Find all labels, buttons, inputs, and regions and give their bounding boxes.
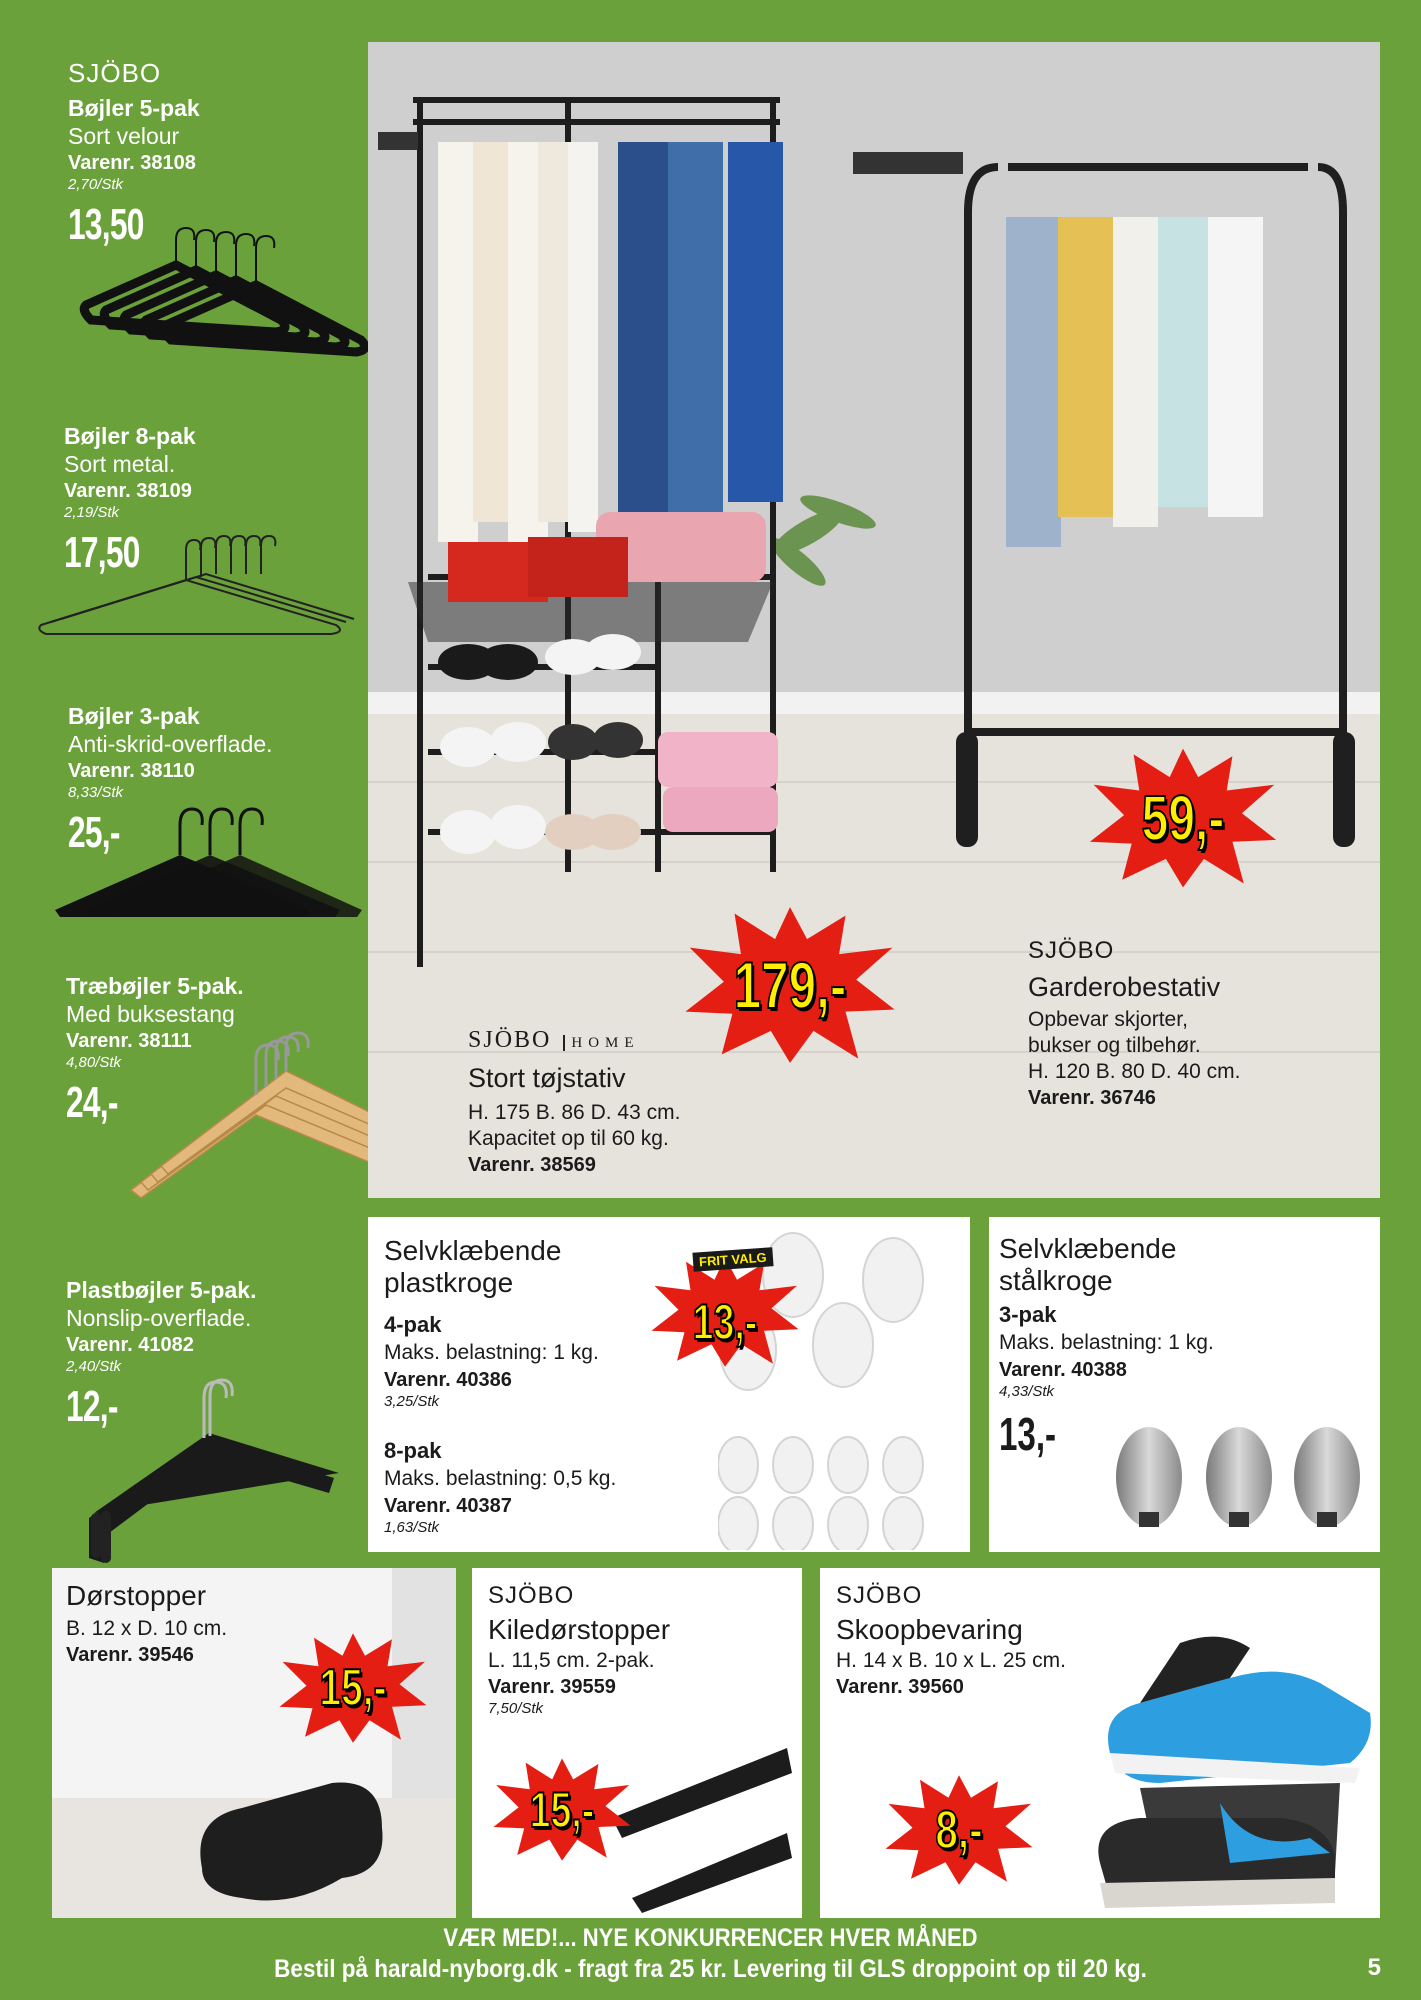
product-name: Træbøjler 5-pak. — [66, 973, 244, 999]
unit-price: 8,33/Stk — [68, 784, 124, 801]
variant-unit: 3,25/Stk — [384, 1393, 440, 1410]
velour-hangers-image — [76, 210, 376, 360]
price-burst-doerstopper — [278, 1628, 428, 1748]
page-number: 5 — [1367, 1954, 1381, 1981]
staalkroge-title — [999, 1233, 1176, 1297]
sidebar-product-5 — [66, 1276, 356, 1376]
title-line-1: Selvklæbende — [384, 1235, 562, 1266]
brand-logo: SJÖBO — [1028, 937, 1115, 964]
variant-load: Maks. belastning: 1 kg. — [384, 1341, 599, 1364]
price: 13,50 — [68, 200, 144, 249]
doerstopper-text — [66, 1580, 227, 1668]
price-burst-garderobe — [1088, 743, 1278, 893]
product-varenr: Varenr. 38111 — [66, 1030, 192, 1052]
product-varenr: Varenr. 36746 — [1028, 1087, 1156, 1109]
plastkroge-title — [384, 1235, 561, 1299]
price: 59,- — [1141, 782, 1225, 854]
shoe-organizer-image — [1080, 1623, 1380, 1913]
variant-4-pak — [384, 1311, 599, 1411]
variant-varenr: Varenr. 40386 — [384, 1369, 512, 1391]
garderobe-text-block — [1028, 937, 1240, 1111]
price-burst-plastkroge — [650, 1252, 800, 1372]
product-desc: Sort metal. — [64, 451, 176, 477]
product-varenr: Varenr. 41082 — [66, 1334, 194, 1356]
brand-name: SJÖBO — [468, 1027, 552, 1053]
product-desc: Med buksestang — [66, 1001, 235, 1027]
variant-pak: 4-pak — [384, 1312, 442, 1337]
product-desc-2: bukser og tilbehør. — [1028, 1034, 1201, 1057]
sidebar-product-2 — [64, 422, 354, 522]
product-desc: Anti-skrid-overflade. — [68, 731, 273, 757]
title-line-1: Selvklæbende — [999, 1233, 1177, 1264]
product-dimensions: H. 175 B. 86 D. 43 cm. — [468, 1101, 681, 1124]
price: 13,- — [999, 1408, 1057, 1460]
variant-pak: 8-pak — [384, 1438, 442, 1463]
variant-pak: 3-pak — [999, 1302, 1057, 1327]
steel-hooks-image — [1109, 1417, 1369, 1547]
staalkroge-panel — [989, 1217, 1380, 1552]
brand-logo: SJÖBO — [68, 58, 162, 88]
product-size: H. 14 x B. 10 x L. 25 cm. — [836, 1649, 1066, 1672]
product-title: Stort tøjstativ — [468, 1063, 626, 1093]
sidebar-product-3 — [68, 702, 358, 802]
price: 24,- — [66, 1078, 118, 1127]
product-size: B. 12 x D. 10 cm. — [66, 1617, 228, 1640]
price: 12,- — [66, 1382, 118, 1431]
product-varenr: Varenr. 39546 — [66, 1644, 194, 1666]
kiledoerstopper-text — [488, 1582, 670, 1718]
variant-unit: 4,33/Stk — [999, 1383, 1055, 1400]
product-name: Bøjler 5-pak — [68, 95, 200, 121]
variant-load: Maks. belastning: 0,5 kg. — [384, 1467, 617, 1490]
frit-valg-badge: FRIT VALG — [692, 1247, 773, 1272]
unit-price: 2,70/Stk — [68, 176, 124, 193]
anti-slip-hangers-image — [50, 795, 366, 925]
product-title: Dørstopper — [66, 1580, 207, 1611]
staalkroge-details — [999, 1301, 1214, 1401]
variant-varenr: Varenr. 40387 — [384, 1495, 512, 1517]
product-size: L. 11,5 cm. 2-pak. — [488, 1649, 655, 1672]
product-varenr: Varenr. 38109 — [64, 480, 192, 502]
variant-unit: 1,63/Stk — [384, 1519, 440, 1536]
wooden-hangers-image — [126, 1030, 406, 1200]
product-title: Garderobestativ — [1028, 972, 1221, 1002]
sidebar-product-1 — [68, 94, 358, 194]
price-burst-kiledoerstopper — [492, 1752, 632, 1867]
footer-order-text: Bestil på harald-nyborg.dk - fragt fra 25 kr. Levering til GLS droppoint op til 20 kg. — [274, 1955, 1147, 1983]
product-name: Plastbøjler 5-pak. — [66, 1277, 257, 1303]
plastic-hangers-image — [84, 1368, 344, 1568]
price: 13,- — [692, 1293, 758, 1350]
title-line-2: stålkroge — [999, 1265, 1113, 1296]
product-capacity: Kapacitet op til 60 kg. — [468, 1127, 669, 1150]
unit-price: 4,80/Stk — [66, 1054, 122, 1071]
rack-text-block — [468, 1027, 680, 1178]
unit-price: 7,50/Stk — [488, 1700, 544, 1717]
price-burst-rack — [680, 905, 900, 1065]
variant-8-pak — [384, 1437, 616, 1537]
unit-price: 2,40/Stk — [66, 1358, 122, 1375]
price: 8,- — [935, 1800, 983, 1860]
price: 15,- — [319, 1659, 387, 1717]
brand-sub: HOME — [563, 1035, 639, 1051]
price: 17,50 — [64, 528, 140, 577]
metal-hangers-image — [36, 530, 360, 640]
price: 179,- — [733, 948, 847, 1022]
brand-logo: SJÖBO — [836, 1582, 923, 1609]
product-varenr: Varenr. 39559 — [488, 1676, 616, 1698]
brand-logo — [468, 1027, 680, 1054]
skoopbevaring-text — [836, 1582, 1066, 1700]
price-burst-skoopbevaring — [884, 1770, 1034, 1890]
title-line-2: plastkroge — [384, 1267, 514, 1298]
product-title: Kiledørstopper — [488, 1614, 671, 1645]
brand-logo: SJÖBO — [488, 1582, 575, 1609]
product-varenr: Varenr. 38569 — [468, 1154, 596, 1176]
product-varenr: Varenr. 38108 — [68, 152, 196, 174]
variant-load: Maks. belastning: 1 kg. — [999, 1331, 1214, 1354]
product-desc: Sort velour — [68, 123, 180, 149]
product-desc: Nonslip-overflade. — [66, 1305, 252, 1331]
product-dimensions: H. 120 B. 80 D. 40 cm. — [1028, 1060, 1241, 1083]
product-name: Bøjler 3-pak — [68, 703, 200, 729]
product-desc-1: Opbevar skjorter, — [1028, 1008, 1188, 1031]
footer-contest-text: VÆR MED!... NYE KONKURRENCER HVER MÅNED — [443, 1924, 978, 1952]
price: 15,- — [529, 1781, 595, 1838]
unit-price: 2,19/Stk — [64, 504, 120, 521]
variant-varenr: Varenr. 40388 — [999, 1359, 1127, 1381]
product-title: Skoopbevaring — [836, 1614, 1023, 1645]
product-name: Bøjler 8-pak — [64, 423, 196, 449]
product-varenr: Varenr. 38110 — [68, 760, 195, 782]
product-varenr: Varenr. 39560 — [836, 1676, 964, 1698]
price: 25,- — [68, 808, 120, 857]
